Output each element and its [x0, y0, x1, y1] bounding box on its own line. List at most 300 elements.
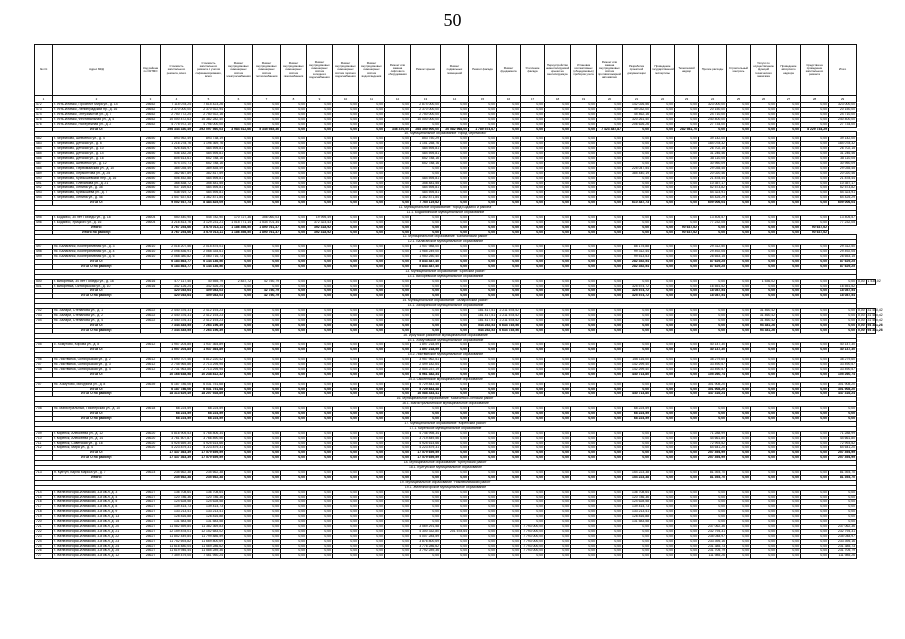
column-number: 28 [801, 96, 829, 103]
table-cell: 703 [35, 313, 53, 318]
table-cell: 0,00 [385, 500, 411, 505]
table-cell: 0,00 [281, 152, 307, 157]
table-cell: 2 412 193,23 [193, 309, 225, 314]
table-cell: 0,00 [281, 367, 307, 372]
table-cell: 0,00 [727, 515, 751, 520]
table-cell: 0,00 [597, 142, 623, 147]
table-cell: 0,00 [751, 372, 777, 377]
table-cell: 0,00 [441, 137, 469, 142]
table-cell: 0,00 [651, 323, 675, 328]
table-cell: 0,00 [385, 313, 411, 318]
table-cell: 382 817,59 [193, 171, 225, 176]
table-cell: 0,00 [675, 524, 699, 529]
table-cell: 0,00 [225, 515, 253, 520]
table-cell: 705 [35, 343, 53, 348]
table-cell: 0,00 [777, 495, 801, 500]
table-cell: 0,00 [281, 515, 307, 520]
table-cell: 0,00 [253, 358, 281, 363]
table-cell: 29 492,05 [829, 250, 857, 255]
table-cell: 0,00 [307, 264, 333, 269]
table-cell: 25627 [141, 534, 161, 539]
table-cell: 0,00 [651, 122, 675, 127]
table-cell: 0,00 [497, 549, 521, 554]
table-cell: 8 229 734,29 [801, 127, 829, 132]
table-cell: 0,00 [225, 475, 253, 480]
table-cell: 0,00 [623, 156, 651, 161]
table-cell: 25650 [141, 137, 161, 142]
table-cell: 0,00 [359, 245, 385, 250]
column-header: № п/п [35, 45, 53, 96]
table-cell: 0,00 [571, 309, 597, 314]
table-cell: 0,00 [545, 539, 571, 544]
table-cell: 0,00 [307, 510, 333, 515]
table-cell: 0,00 [801, 515, 829, 520]
table-cell: 0,00 [521, 230, 545, 235]
table-cell: 346 470,00 [385, 127, 411, 132]
table-cell: 0,00 [651, 343, 675, 348]
table-cell: 0,00 [777, 152, 801, 157]
table-cell: 0,00 [385, 103, 411, 108]
table-cell: 0,00 [675, 147, 699, 152]
table-cell: 0,00 [675, 446, 699, 451]
table-cell: 0,00 [497, 196, 521, 201]
table-cell: 0,00 [801, 171, 829, 176]
table-cell: г. Черемхово, Первомайская ул., д. 10 [53, 166, 141, 171]
table-cell: 68 224,59 [623, 407, 651, 412]
table-cell: 87 629,25 [829, 264, 857, 269]
table-cell: 325 574,72 [623, 294, 651, 299]
table-cell: 0,00 [441, 196, 469, 201]
table-cell: 0,00 [225, 156, 253, 161]
table-cell: 0,00 [281, 309, 307, 314]
table-cell: 0,00 [727, 255, 751, 260]
table-cell: 0,00 [651, 505, 675, 510]
table-cell: 0,00 [545, 161, 571, 166]
table-cell: 0,00 [727, 161, 751, 166]
table-cell: 0,00 [307, 176, 333, 181]
table-cell: 99 312,44 [623, 250, 651, 255]
table-cell: г. Усть-Илимск, Ленинградский пр., д. 16 [53, 107, 141, 112]
table-cell: 21 878,44 [829, 176, 857, 181]
table-cell: 4 223 879,31 [411, 446, 441, 451]
table-cell: 25612 [141, 358, 161, 363]
table-cell: 0,00 [751, 475, 777, 480]
table-cell: 0,00 [623, 343, 651, 348]
table-cell: 491 [35, 181, 53, 186]
table-cell: 0,00 [751, 407, 777, 412]
table-cell: 4 223 879,31 [193, 446, 225, 451]
table-cell: 6 187 786,06 [161, 387, 193, 392]
table-cell: 0,00 [751, 505, 777, 510]
table-cell: 11 852 449,84 [161, 534, 193, 539]
table-cell: 0,00 [597, 382, 623, 387]
table-cell: 0,00 [727, 166, 751, 171]
table-cell: 342 126,24 [161, 284, 193, 289]
table-cell: 0,00 [225, 524, 253, 529]
table-cell: 0,00 [777, 363, 801, 368]
table-cell: 0,00 [597, 358, 623, 363]
table-cell: 0,00 [801, 220, 829, 225]
table-cell: 0,00 [385, 147, 411, 152]
table-cell: 0,00 [545, 127, 571, 132]
table-cell: 3 792 289,36 [411, 549, 441, 554]
table-cell: г. Бодайбо, Урицкого ул., д. 16 [53, 220, 141, 225]
table-cell: 0,00 [307, 343, 333, 348]
table-cell: г. Железногорск-Илимский, 3-й кв-л, д. 15 [53, 520, 141, 525]
table-cell: 0,00 [521, 372, 545, 377]
table-cell: 4 775 972,10 [161, 122, 193, 127]
table-cell: 31 246,46 [829, 152, 857, 157]
table-cell: 0,00 [571, 323, 597, 328]
table-cell: 0,00 [441, 456, 469, 461]
table-cell: 473 [35, 107, 53, 112]
table-cell: 0,00 [521, 323, 545, 328]
capital-repair-table-container [34, 44, 883, 559]
table-cell: 29 312,50 [829, 245, 857, 250]
table-cell: 0,00 [699, 318, 727, 323]
table-cell: 0,00 [333, 323, 359, 328]
table-cell: 0,00 [651, 407, 675, 412]
table-cell: 0,00 [651, 549, 675, 554]
table-cell: 0,00 [333, 289, 359, 294]
table-cell: 0,00 [411, 171, 441, 176]
table-cell: 0,00 [829, 495, 857, 500]
table-cell: 0,00 [225, 348, 253, 353]
table-cell: 0,00 [801, 343, 829, 348]
table-cell: 0,00 [333, 313, 359, 318]
table-cell: 0,00 [307, 147, 333, 152]
table-cell: 0,00 [359, 363, 385, 368]
table-cell: 0,00 [521, 470, 545, 475]
table-cell: 0,00 [727, 451, 751, 456]
table-cell: 0,00 [307, 363, 333, 368]
table-cell: 475 [35, 117, 53, 122]
table-cell: 139 414,73 [623, 505, 651, 510]
table-cell: 0,00 [521, 441, 545, 446]
table-cell: 0,00 [545, 225, 571, 230]
table-cell: 0,00 [651, 250, 675, 255]
table-cell: 0,00 [333, 186, 359, 191]
table-cell: 0,00 [571, 524, 597, 529]
table-cell: 0,00 [751, 456, 777, 461]
table-cell: 42 750,79 [253, 279, 281, 284]
table-cell: 0,00 [359, 343, 385, 348]
table-cell: 0,00 [521, 250, 545, 255]
table-cell: 0,00 [225, 196, 253, 201]
table-cell: 131 583,58 [161, 520, 193, 525]
table-cell: 0,00 [675, 417, 699, 422]
table-cell: 0,00 [469, 490, 497, 495]
table-cell: 472 [35, 103, 53, 108]
table-cell: 0,00 [751, 294, 777, 299]
table-cell: 0,00 [829, 309, 857, 314]
table-cell: 0,00 [359, 348, 385, 353]
table-cell: 0,00 [441, 112, 469, 117]
table-cell: 0,00 [307, 122, 333, 127]
table-cell: 0,00 [777, 500, 801, 505]
table-cell: 0,00 [651, 201, 675, 206]
table-cell: 54 323,91 [829, 191, 857, 196]
table-cell: г. Черемхово, Плеханова ул., д. 21 [53, 181, 141, 186]
table-cell: 0,00 [597, 152, 623, 157]
table-cell: 0,00 [359, 225, 385, 230]
table-cell: 0,00 [597, 363, 623, 368]
table-cell: 0,00 [281, 181, 307, 186]
table-cell: 0,00 [281, 490, 307, 495]
table-cell: 77 232,05 [829, 220, 857, 225]
table-cell: 0,00 [385, 117, 411, 122]
table-cell: 1 547 637,63 [161, 196, 193, 201]
table-cell: 0,00 [385, 417, 411, 422]
table-cell: 0,00 [469, 367, 497, 372]
table-cell: 0,00 [225, 245, 253, 250]
table-cell: 0,00 [469, 230, 497, 235]
table-cell: 0,00 [359, 127, 385, 132]
table-cell: 0,00 [777, 515, 801, 520]
table-cell: 0,00 [469, 358, 497, 363]
table-cell: 0,00 [675, 171, 699, 176]
table-cell: 0,00 [751, 166, 777, 171]
table-cell: 0,00 [727, 215, 751, 220]
table-cell: 0,00 [281, 137, 307, 142]
table-cell: 440 714,80 [623, 372, 651, 377]
table-cell: 0,00 [441, 191, 469, 196]
table-cell: 0,00 [307, 554, 333, 559]
table-cell: 0,00 [801, 318, 829, 323]
table-cell: 0,00 [333, 348, 359, 353]
table-cell: 0,00 [675, 431, 699, 436]
table-cell: 0,00 [651, 181, 675, 186]
table-cell: 0,00 [675, 142, 699, 147]
table-cell: 0,00 [801, 196, 829, 201]
table-cell: 392 318,92 [307, 230, 333, 235]
table-cell: 0,00 [441, 348, 469, 353]
table-cell: 0,00 [281, 475, 307, 480]
table-cell: 550 440,90 [161, 215, 193, 220]
table-cell: 0,00 [801, 392, 829, 397]
table-cell: 0,00 [359, 176, 385, 181]
table-cell: 0,00 [469, 441, 497, 446]
table-cell: 0,00 [623, 147, 651, 152]
table-cell: 0,00 [727, 147, 751, 152]
table-cell: 3 216 813,76 [161, 220, 193, 225]
table-cell: 1 957 204,85 [161, 343, 193, 348]
table-cell: 0,00 [441, 294, 469, 299]
table-cell: 0,00 [333, 534, 359, 539]
table-cell: 0,00 [225, 176, 253, 181]
table-cell: 0,00 [571, 515, 597, 520]
table-cell: пс. Залари, Степанова ул., д. 2 [53, 313, 141, 318]
table-cell: 538 919,72 [161, 191, 193, 196]
table-cell: 0,00 [623, 191, 651, 196]
table-cell: 0,00 [727, 225, 751, 230]
table-cell: 0,00 [385, 490, 411, 495]
table-cell: пс. Листвянка, Октябрьская ул., д. 2 [53, 358, 141, 363]
table-cell: 2 750 772,24 [161, 112, 193, 117]
table-cell: 0,00 [571, 255, 597, 260]
table-cell: 482 [35, 137, 53, 142]
table-cell: 0,00 [225, 520, 253, 525]
table-cell: 181 417,51 [469, 309, 497, 314]
table-cell: 0,00 [385, 446, 411, 451]
table-cell: 0,00 [751, 245, 777, 250]
table-cell: 25627 [141, 549, 161, 554]
table-cell: 0,00 [651, 524, 675, 529]
table-cell: 0,00 [651, 161, 675, 166]
table-cell: 0,00 [727, 127, 751, 132]
table-cell: 0,00 [651, 127, 675, 132]
table-cell: 16 588 444,41 [411, 392, 441, 397]
table-cell: 0,00 [497, 161, 521, 166]
table-cell: г. Усть-Илимск, Фестивальная ул., д. 4 [53, 117, 141, 122]
table-cell: 0,00 [497, 372, 521, 377]
table-cell: 0,00 [307, 534, 333, 539]
table-cell: 0,00 [597, 549, 623, 554]
table-cell: 0,00 [751, 201, 777, 206]
table-cell: 0,00 [623, 127, 651, 132]
table-cell: 0,00 [281, 201, 307, 206]
table-cell: 0,00 [307, 161, 333, 166]
table-cell: г. Усть-Илимск, Проспект Мира ул., д. 14 [53, 103, 141, 108]
table-cell: 0,00 [307, 245, 333, 250]
table-cell: 0,00 [597, 412, 623, 417]
table-cell: 544 252,53 [469, 328, 497, 333]
table-cell: 232 794,31 [829, 529, 857, 534]
table-cell: 231 385,73 [699, 544, 727, 549]
table-cell: 0,00 [281, 171, 307, 176]
table-cell: 0,00 [801, 372, 829, 377]
table-cell: г. Киренск, Алексеева ул., д. 14 [53, 436, 141, 441]
table-cell: 0,00 [777, 407, 801, 412]
table-cell: 0,00 [777, 112, 801, 117]
table-cell: 409 083,03 [193, 294, 225, 299]
table-cell: 0,00 [571, 250, 597, 255]
table-cell: 0,00 [777, 431, 801, 436]
table-cell: 0,00 [675, 520, 699, 525]
table-cell: 0,00 [597, 166, 623, 171]
table-cell: 0,00 [253, 196, 281, 201]
column-header: Стоимость капитального ремонта, всего [161, 45, 193, 96]
table-cell: г. Железногорск-Илимский, 3-й кв-л, д. 12 [53, 554, 141, 559]
table-cell: г. Железногорск-Илимский, 3-й кв-л, д. 4 [53, 495, 141, 500]
table-cell: 0,00 [225, 544, 253, 549]
table-cell: 0,00 [307, 451, 333, 456]
table-cell: 25650 [141, 147, 161, 152]
table-cell: 0,00 [623, 529, 651, 534]
table-cell: 124 628,58 [161, 500, 193, 505]
table-cell: 0,00 [385, 520, 411, 525]
table-cell: 0,00 [571, 510, 597, 515]
table-cell: 0,00 [801, 152, 829, 157]
table-cell: 0,00 [385, 323, 411, 328]
table-cell: 0,00 [777, 260, 801, 265]
table-cell: 0,00 [597, 372, 623, 377]
column-number: 20 [597, 96, 623, 103]
table-cell: 0,00 [441, 313, 469, 318]
table-cell: 28 653,15 [699, 255, 727, 260]
table-cell: 0,00 [521, 156, 545, 161]
table-cell: 6 144 146,56 [193, 264, 225, 269]
table-cell: 0,00 [469, 220, 497, 225]
table-cell: 0,00 [675, 186, 699, 191]
table-cell: 0,00 [359, 387, 385, 392]
table-cell: 1 015 771,14 [225, 220, 253, 225]
table-cell: 0,00 [699, 490, 727, 495]
table-cell: 0,00 [727, 122, 751, 127]
table-cell: 3 767 254,66 [161, 225, 193, 230]
table-cell: 0,00 [385, 279, 411, 284]
table-cell: 2 750 922,16 [193, 112, 225, 117]
table-cell: 0,00 [521, 215, 545, 220]
table-cell: 0,00 [521, 363, 545, 368]
table-cell: 0,00 [675, 161, 699, 166]
table-cell: 0,00 [651, 544, 675, 549]
table-cell: 0,00 [751, 436, 777, 441]
table-cell: 0,00 [359, 417, 385, 422]
table-cell: 0,00 [571, 264, 597, 269]
table-cell: 0,00 [469, 495, 497, 500]
table-cell: 0,00 [571, 313, 597, 318]
table-cell: 0,00 [497, 107, 521, 112]
table-cell: 237 062,36 [699, 524, 727, 529]
table-cell: 0,00 [801, 358, 829, 363]
table-cell: 38 110,05 [699, 156, 727, 161]
table-cell: 0,00 [307, 407, 333, 412]
table-cell: 0,00 [333, 372, 359, 377]
table-cell: 0,00 [411, 417, 441, 422]
table-cell: 0,00 [469, 279, 497, 284]
table-cell: 0,00 [497, 264, 521, 269]
table-cell: 0,00 [727, 196, 751, 201]
table-cell: 0,00 [411, 215, 441, 220]
table-cell: 72 993,52 [699, 441, 727, 446]
table-cell: 0,00 [597, 490, 623, 495]
table-cell: 0,00 [675, 407, 699, 412]
table-cell: 0,00 [521, 186, 545, 191]
table-cell: 805 613,61 [161, 156, 193, 161]
table-cell: 0,00 [307, 372, 333, 377]
table-cell: 0,00 [829, 318, 857, 323]
table-cell: 0,00 [777, 255, 801, 260]
table-cell: 0,00 [571, 554, 597, 559]
table-cell: 0,00 [253, 245, 281, 250]
table-cell: 0,00 [441, 436, 469, 441]
table-cell: 0,00 [829, 279, 857, 284]
table-cell: 0,00 [441, 520, 469, 525]
table-cell: 356 060,03 [253, 215, 281, 220]
table-cell: 0,00 [497, 431, 521, 436]
table-cell: 0,00 [597, 147, 623, 152]
table-cell: 0,00 [281, 539, 307, 544]
table-cell: г. Железногорск-Илимский, 3-й кв-л, д. 20 [53, 524, 141, 529]
table-cell: 0,00 [801, 309, 829, 314]
table-cell: 0,00 [521, 176, 545, 181]
table-cell: 17 579 659,59 [193, 451, 225, 456]
table-cell: 0,00 [281, 264, 307, 269]
table-cell: 0,00 [469, 505, 497, 510]
table-cell: 0,00 [545, 152, 571, 157]
table-cell: 0,00 [651, 255, 675, 260]
table-cell: 0,00 [597, 451, 623, 456]
table-cell: 0,00 [333, 181, 359, 186]
table-cell: 0,00 [675, 544, 699, 549]
table-cell: 64 425,29 [699, 196, 727, 201]
table-cell: 292 097 560,03 [193, 127, 225, 132]
table-cell: 142 299,40 [623, 367, 651, 372]
table-cell: 0,00 [469, 500, 497, 505]
section-title: 16. Муниципальное образование "Казачинско-Ленский район" [35, 397, 857, 402]
table-cell: 0,00 [858, 327, 865, 332]
